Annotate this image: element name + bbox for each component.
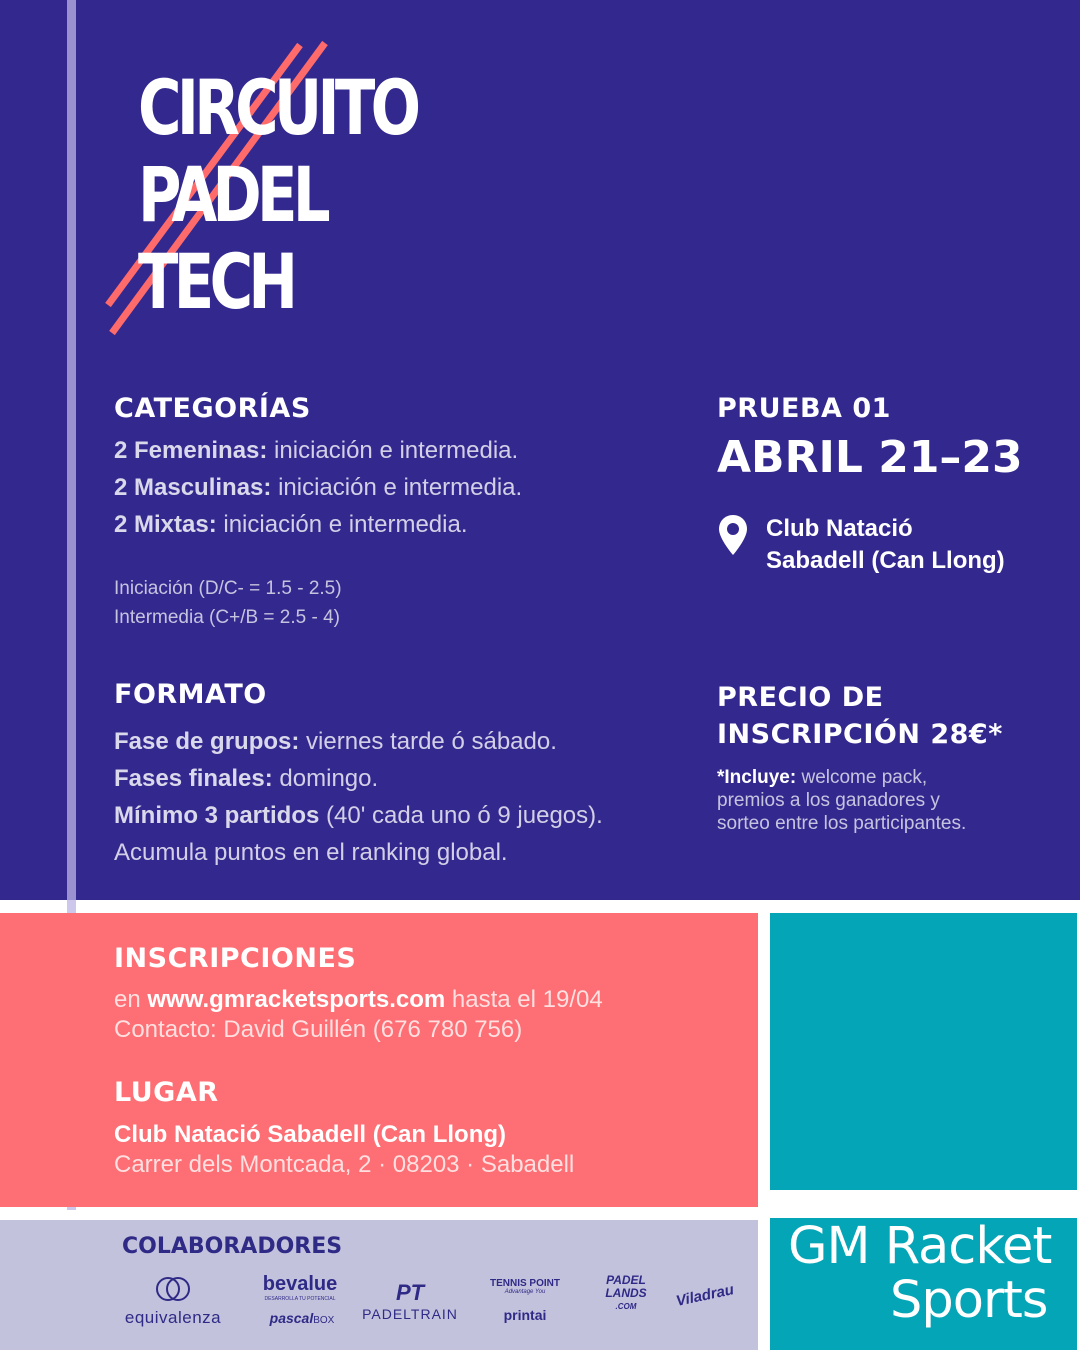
- padeltrain-logo: PT PADELTRAIN: [362, 1280, 458, 1322]
- category-item: 2 Masculinas: iniciación e intermedia.: [114, 474, 523, 501]
- price-note: *Incluye: welcome pack, premios a los ganadores y sorteo entre los participantes.: [717, 767, 967, 834]
- place-address: Carrer dels Montcada, 2 · 08203 · Sabadell: [114, 1151, 575, 1178]
- brand-logo: GM Racket Sports: [788, 1217, 1052, 1330]
- price-heading: PRECIO DE INSCRIPCIÓN 28€*: [717, 682, 1003, 750]
- level-notes: [114, 574, 342, 632]
- category-item: 2 Femeninas: iniciación e intermedia.: [114, 437, 519, 464]
- format-item: Mínimo 3 partidos (40' cada uno ó 9 juegos).: [114, 802, 603, 829]
- location-pin-icon: [718, 514, 748, 556]
- padellands-logo: PADEL LANDS .COM: [605, 1273, 647, 1311]
- registration-heading: INSCRIPCIONES: [114, 943, 357, 974]
- event-date: ABRIL 21–23: [717, 432, 1023, 483]
- registration-url[interactable]: www.gmracketsports.com: [147, 986, 446, 1013]
- place-heading: LUGAR: [114, 1077, 219, 1108]
- title-line-1: CIRCUITO: [138, 63, 417, 152]
- categories-heading: CATEGORÍAS: [114, 393, 311, 424]
- level-note: Intermedia (C+/B = 2.5 - 4): [114, 607, 340, 628]
- printai-logo: printai: [503, 1307, 547, 1323]
- place-name: Club Natació Sabadell (Can Llong): [114, 1121, 507, 1148]
- title-line-3: TECH: [138, 237, 294, 326]
- format-extra: Acumula puntos en el ranking global.: [114, 839, 508, 866]
- pascal-box-logo: pascalBOX: [269, 1310, 335, 1326]
- sponsors-heading: COLABORADORES: [122, 1234, 343, 1259]
- format-heading: FORMATO: [114, 679, 267, 710]
- teal-block: [770, 913, 1077, 1190]
- equivalenza-icon: [155, 1275, 191, 1303]
- registration-details: en www.gmracketsports.com hasta el 19/04 Contacto: David Guillén (676 780 756): [114, 986, 603, 1043]
- category-item: 2 Mixtas: iniciación e intermedia.: [114, 511, 468, 538]
- equivalenza-logo: equivalenza: [118, 1275, 228, 1328]
- categories-list: [114, 432, 674, 543]
- bevalue-logo: bevalue DESARROLLA TU POTENCIAL: [262, 1273, 338, 1302]
- registration-contact: Contacto: David Guillén (676 780 756): [114, 1016, 523, 1043]
- viladrau-logo: Viladrau: [674, 1281, 736, 1310]
- format-list: [114, 723, 694, 871]
- tennispoint-logo: TENNIS POINT Advantage You: [489, 1278, 560, 1295]
- format-item: Fases finales: domingo.: [114, 765, 379, 792]
- prueba-label: PRUEBA 01: [717, 393, 891, 424]
- place-details: [114, 1120, 574, 1180]
- level-note: Iniciación (D/C- = 1.5 - 2.5): [114, 578, 342, 599]
- title-line-2: PADEL: [138, 150, 326, 239]
- format-item: Fase de grupos: viernes tarde ó sábado.: [114, 728, 557, 755]
- event-venue: Club Natació Sabadell (Can Llong): [766, 515, 1005, 574]
